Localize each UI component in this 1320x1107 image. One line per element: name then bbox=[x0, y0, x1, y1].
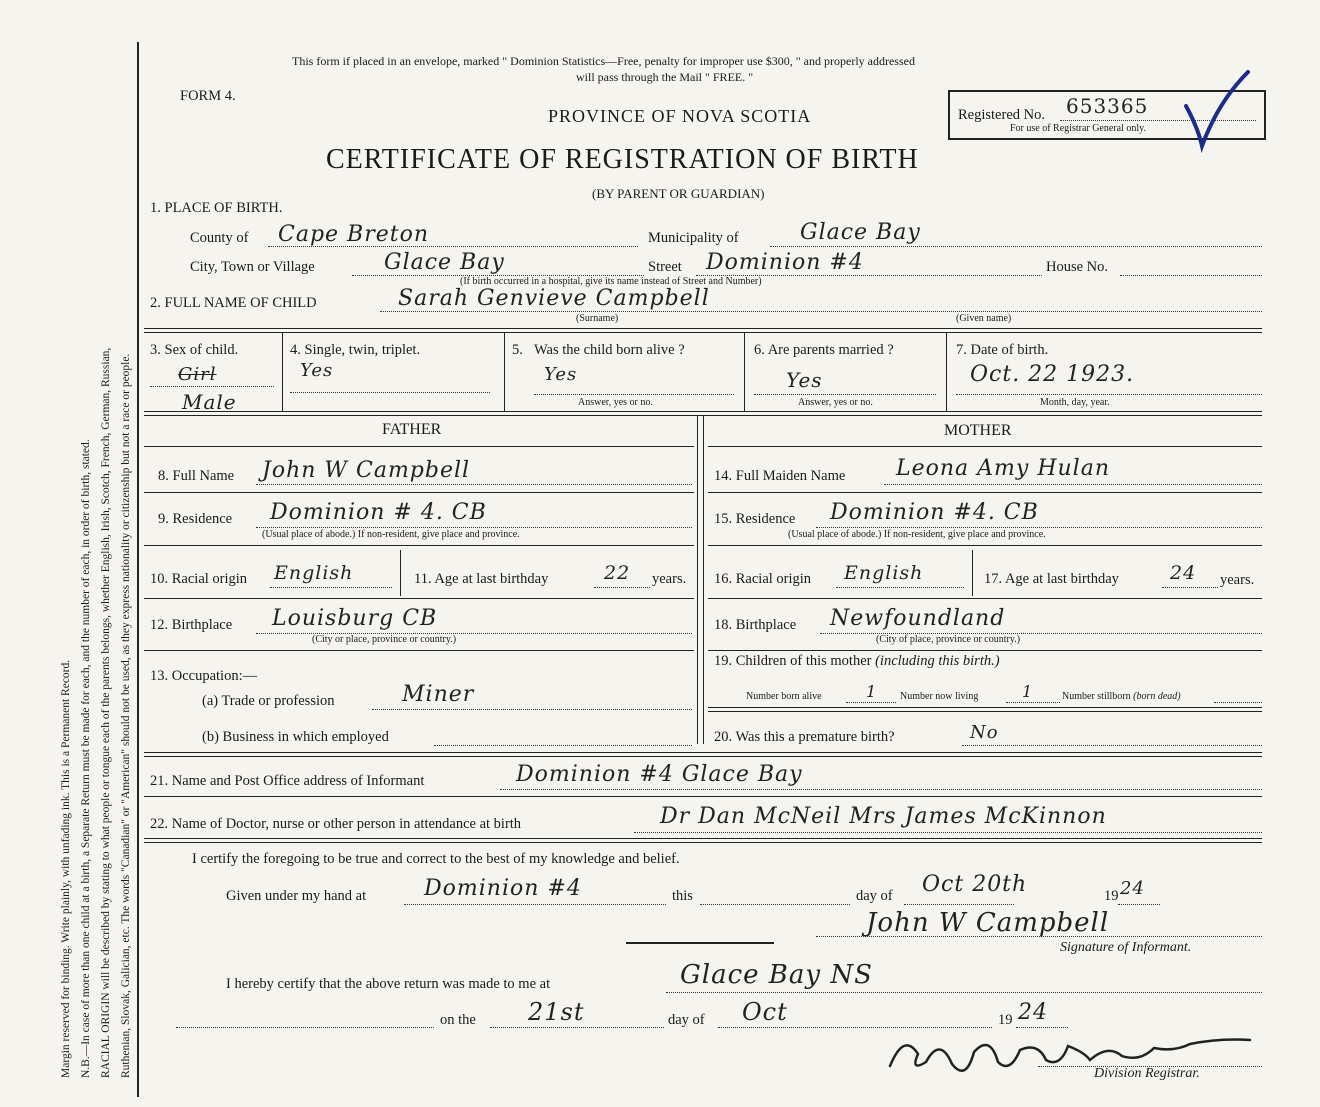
surname-note: (Surname) bbox=[576, 313, 619, 324]
doctor-label: 22. Name of Doctor, nurse or other person in attendance at birth bbox=[150, 816, 522, 832]
now-living-label: Number now living bbox=[900, 691, 979, 702]
dob-label: 7. Date of birth. bbox=[956, 342, 1049, 358]
house-label: House No. bbox=[1046, 259, 1109, 275]
rule-9 bbox=[144, 545, 694, 546]
informant-value: Dominion #4 Glace Bay bbox=[516, 762, 803, 787]
hospital-note: (If birth occurred in a hospital, give its name instead of Street and Number) bbox=[460, 276, 762, 287]
stillborn-label-text: Number stillborn bbox=[1062, 691, 1131, 702]
mother-heading: MOTHER bbox=[944, 422, 1012, 439]
father-age-label: 11. Age at last birthday bbox=[414, 571, 549, 587]
reg-year-value: 24 bbox=[1018, 1000, 1048, 1025]
given-year-value: 24 bbox=[1120, 878, 1145, 899]
alive-label: Was the child born alive ? bbox=[534, 342, 685, 358]
doctor-value: Dr Dan McNeil Mrs James McKinnon bbox=[660, 804, 1107, 829]
mother-age-label: 17. Age at last birthday bbox=[984, 571, 1119, 587]
married-answer-note: Answer, yes or no. bbox=[798, 397, 873, 408]
given-place-line bbox=[404, 904, 666, 905]
mother-years: years. bbox=[1220, 572, 1255, 588]
occupation-label: 13. Occupation:— bbox=[150, 668, 258, 684]
rule-21 bbox=[144, 796, 1262, 797]
registrar-text: I hereby certify that the above return was made to me at bbox=[226, 976, 551, 992]
county-value: Cape Breton bbox=[278, 222, 430, 247]
father-name-label: 8. Full Name bbox=[158, 468, 235, 484]
father-residence-value: Dominion # 4. CB bbox=[270, 500, 487, 525]
father-name-line bbox=[256, 484, 692, 485]
doctor-line bbox=[634, 832, 1262, 833]
registrar-signature bbox=[870, 1022, 1260, 1086]
father-residence-label: 9. Residence bbox=[158, 511, 233, 527]
mother-residence-value: Dominion #4. CB bbox=[830, 500, 1039, 525]
married-value: Yes bbox=[786, 368, 823, 392]
now-living-line bbox=[1006, 702, 1060, 703]
place-of-birth-heading: 1. PLACE OF BIRTH. bbox=[150, 200, 283, 216]
father-years: years. bbox=[652, 571, 687, 587]
given-date-line bbox=[904, 904, 1014, 905]
sex-line bbox=[150, 386, 274, 387]
rule-12 bbox=[144, 650, 694, 651]
mother-birthplace-note: (City of place, province or country.) bbox=[876, 634, 1021, 645]
city-label: City, Town or Village bbox=[190, 259, 315, 275]
rule-16 bbox=[708, 598, 1262, 599]
street-value: Dominion #4 bbox=[706, 250, 864, 275]
stillborn-note: (born dead) bbox=[1133, 691, 1181, 702]
mother-racial-label: 16. Racial origin bbox=[714, 571, 812, 587]
reg-year-prefix: 19 bbox=[998, 1012, 1013, 1028]
municipality-value: Glace Bay bbox=[800, 220, 921, 245]
given-name-note: (Given name) bbox=[956, 313, 1012, 324]
given-date-value: Oct 20th bbox=[922, 872, 1028, 897]
father-racial-line bbox=[270, 587, 392, 588]
business-label: (b) Business in which employed bbox=[202, 729, 389, 745]
county-label: County of bbox=[190, 230, 249, 246]
premature-line bbox=[962, 745, 1262, 746]
rule-father-head bbox=[144, 446, 694, 447]
child-name-label: 2. FULL NAME OF CHILD bbox=[150, 295, 317, 311]
single-label: 4. Single, twin, triplet. bbox=[290, 342, 421, 358]
informant-label: 21. Name and Post Office address of Informant bbox=[150, 773, 425, 789]
given-place-value: Dominion #4 bbox=[424, 876, 582, 901]
married-line bbox=[754, 394, 936, 395]
mother-racial-value: English bbox=[844, 562, 924, 584]
parent-divider-b bbox=[703, 416, 704, 744]
rule-after-doctor bbox=[144, 838, 1262, 843]
divider-4-5 bbox=[504, 333, 505, 411]
children-label-paren: (including this birth.) bbox=[875, 653, 1000, 669]
margin-note-2: N.B.—In case of more than one child at a birth, a Separate Return must be made for each, and the number of each, in order of birth, stated. bbox=[80, 439, 92, 1078]
binding-margin-line bbox=[137, 42, 139, 1097]
reg-month-value: Oct bbox=[742, 998, 788, 1026]
municipality-line bbox=[770, 246, 1262, 247]
child-name-line bbox=[380, 311, 1262, 312]
on-the-label: on the bbox=[440, 1012, 476, 1028]
rule-18 bbox=[708, 650, 1262, 651]
reg-day-line bbox=[490, 1027, 664, 1028]
father-residence-line bbox=[256, 527, 692, 528]
margin-note-4: Ruthenian, Slovak, Galician, etc. The words "Canadian" or "American" should not be used, as they express nationality or citizenship but not a race or people. bbox=[120, 353, 132, 1078]
rule-10 bbox=[144, 598, 694, 599]
mother-residence-label: 15. Residence bbox=[714, 511, 796, 527]
divider-10-11 bbox=[400, 550, 401, 596]
certify-text: I certify the foregoing to be true and correct to the best of my knowledge and belief. bbox=[192, 851, 680, 867]
now-living-value: 1 bbox=[1022, 682, 1034, 701]
divider-5-6 bbox=[744, 333, 745, 411]
informant-caption: Signature of Informant. bbox=[1060, 940, 1192, 955]
mother-age-value: 24 bbox=[1170, 562, 1197, 584]
checkmark-icon bbox=[1178, 66, 1258, 156]
father-heading: FATHER bbox=[382, 421, 442, 438]
born-alive-value: 1 bbox=[866, 682, 878, 701]
registrar-note: For use of Registrar General only. bbox=[1010, 123, 1146, 134]
rule-after-parents bbox=[144, 752, 1262, 757]
single-line bbox=[290, 392, 490, 393]
dob-note: Month, day, year. bbox=[1040, 397, 1110, 408]
father-racial-value: English bbox=[274, 562, 354, 584]
divider-6-7 bbox=[946, 333, 947, 411]
mother-name-line bbox=[884, 484, 1262, 485]
rule-14 bbox=[708, 492, 1262, 493]
street-label: Street bbox=[648, 259, 682, 275]
margin-note-1: Margin reserved for binding. Write plainly, with unfading ink. This is a Permanent Record. bbox=[60, 659, 72, 1078]
rule-after-name bbox=[144, 328, 1262, 333]
divider-16-17 bbox=[972, 550, 973, 596]
divider-3-4 bbox=[282, 333, 283, 411]
form-number: FORM 4. bbox=[180, 88, 236, 104]
separator-rule bbox=[626, 942, 774, 944]
parent-divider-a bbox=[697, 416, 698, 744]
this-label: this bbox=[672, 888, 693, 904]
mother-name-label: 14. Full Maiden Name bbox=[714, 468, 846, 484]
reg-day-of-label: day of bbox=[668, 1012, 705, 1028]
municipality-label: Municipality of bbox=[648, 230, 739, 246]
rule-mother-head bbox=[708, 446, 1262, 447]
alive-line bbox=[534, 394, 734, 395]
registrar-caption: Division Registrar. bbox=[1094, 1066, 1200, 1081]
sex-label: 3. Sex of child. bbox=[150, 342, 239, 358]
registered-label: Registered No. bbox=[958, 107, 1045, 123]
stillborn-label bbox=[1062, 691, 1181, 702]
mother-residence-note: (Usual place of abode.) If non-resident, give place and province. bbox=[788, 529, 1046, 540]
father-age-line bbox=[594, 587, 650, 588]
born-alive-line bbox=[846, 702, 896, 703]
mother-birthplace-label: 18. Birthplace bbox=[714, 617, 797, 633]
postal-note-2: will pass through the Mail " FREE. " bbox=[576, 70, 754, 84]
father-birthplace-value: Louisburg CB bbox=[272, 606, 438, 631]
registered-number: 653365 bbox=[1066, 94, 1149, 118]
certificate-title: CERTIFICATE OF REGISTRATION OF BIRTH bbox=[326, 144, 919, 175]
children-label-text: 19. Children of this mother bbox=[714, 653, 872, 669]
father-residence-note: (Usual place of abode.) If non-resident, give place and province. bbox=[262, 529, 520, 540]
premature-label: 20. Was this a premature birth? bbox=[714, 729, 895, 745]
dob-line bbox=[956, 394, 1262, 395]
alive-answer-note: Answer, yes or no. bbox=[578, 397, 653, 408]
rule-19 bbox=[708, 707, 1262, 712]
alive-number: 5. bbox=[512, 342, 523, 358]
father-birthplace-label: 12. Birthplace bbox=[150, 617, 233, 633]
given-year-prefix: 19 bbox=[1104, 888, 1119, 904]
alive-value: Yes bbox=[544, 364, 578, 385]
mother-birthplace-value: Newfoundland bbox=[830, 606, 1006, 631]
trade-value: Miner bbox=[402, 682, 475, 707]
informant-signature: John W Campbell bbox=[866, 908, 1110, 938]
province-title: PROVINCE OF NOVA SCOTIA bbox=[548, 106, 812, 126]
certificate-subtitle: (BY PARENT OR GUARDIAN) bbox=[592, 186, 765, 201]
mother-racial-line bbox=[836, 587, 964, 588]
premature-value: No bbox=[970, 722, 999, 743]
mother-age-line bbox=[1162, 587, 1218, 588]
margin-note-3: RACIAL ORIGIN will be described by stating to what people or tongue each of the parents belongs, whether English, Irish, Scotch, French, German, Russian, bbox=[100, 347, 112, 1078]
rule-15 bbox=[708, 545, 1262, 546]
registrar-place-line bbox=[666, 992, 1262, 993]
trade-label: (a) Trade or profession bbox=[202, 693, 335, 709]
mother-name-value: Leona Amy Hulan bbox=[896, 456, 1110, 481]
born-alive-label: Number born alive bbox=[746, 691, 822, 702]
registrar-place-value: Glace Bay NS bbox=[680, 960, 873, 990]
sex-struck: Girl bbox=[178, 364, 217, 385]
this-line bbox=[700, 904, 850, 905]
father-name-value: John W Campbell bbox=[262, 458, 471, 483]
dob-value: Oct. 22 1923. bbox=[970, 362, 1135, 387]
business-line bbox=[434, 745, 692, 746]
rule-8 bbox=[144, 492, 694, 493]
sex-value: Male bbox=[182, 390, 237, 414]
postal-note-1: This form if placed in an envelope, marked " Dominion Statistics—Free, penalty for improper use $300, " and properly addressed bbox=[292, 54, 915, 68]
stillborn-line bbox=[1214, 702, 1262, 703]
mother-residence-line bbox=[816, 527, 1262, 528]
married-label: 6. Are parents married ? bbox=[754, 342, 894, 358]
reg-day-value: 21st bbox=[528, 998, 585, 1026]
child-name-value: Sarah Genvieve Campbell bbox=[398, 286, 710, 311]
father-birthplace-note: (City or place, province or country.) bbox=[312, 634, 457, 645]
given-label: Given under my hand at bbox=[226, 888, 367, 904]
children-label bbox=[714, 653, 1000, 670]
given-year-line bbox=[1118, 904, 1160, 905]
trade-line bbox=[372, 709, 692, 710]
house-line bbox=[1120, 275, 1262, 276]
father-racial-label: 10. Racial origin bbox=[150, 571, 248, 587]
single-value: Yes bbox=[300, 360, 334, 381]
father-age-value: 22 bbox=[604, 562, 631, 584]
informant-line bbox=[500, 789, 1262, 790]
day-of-label: day of bbox=[856, 888, 893, 904]
on-the-lead-line bbox=[176, 1027, 434, 1028]
city-value: Glace Bay bbox=[384, 250, 505, 275]
